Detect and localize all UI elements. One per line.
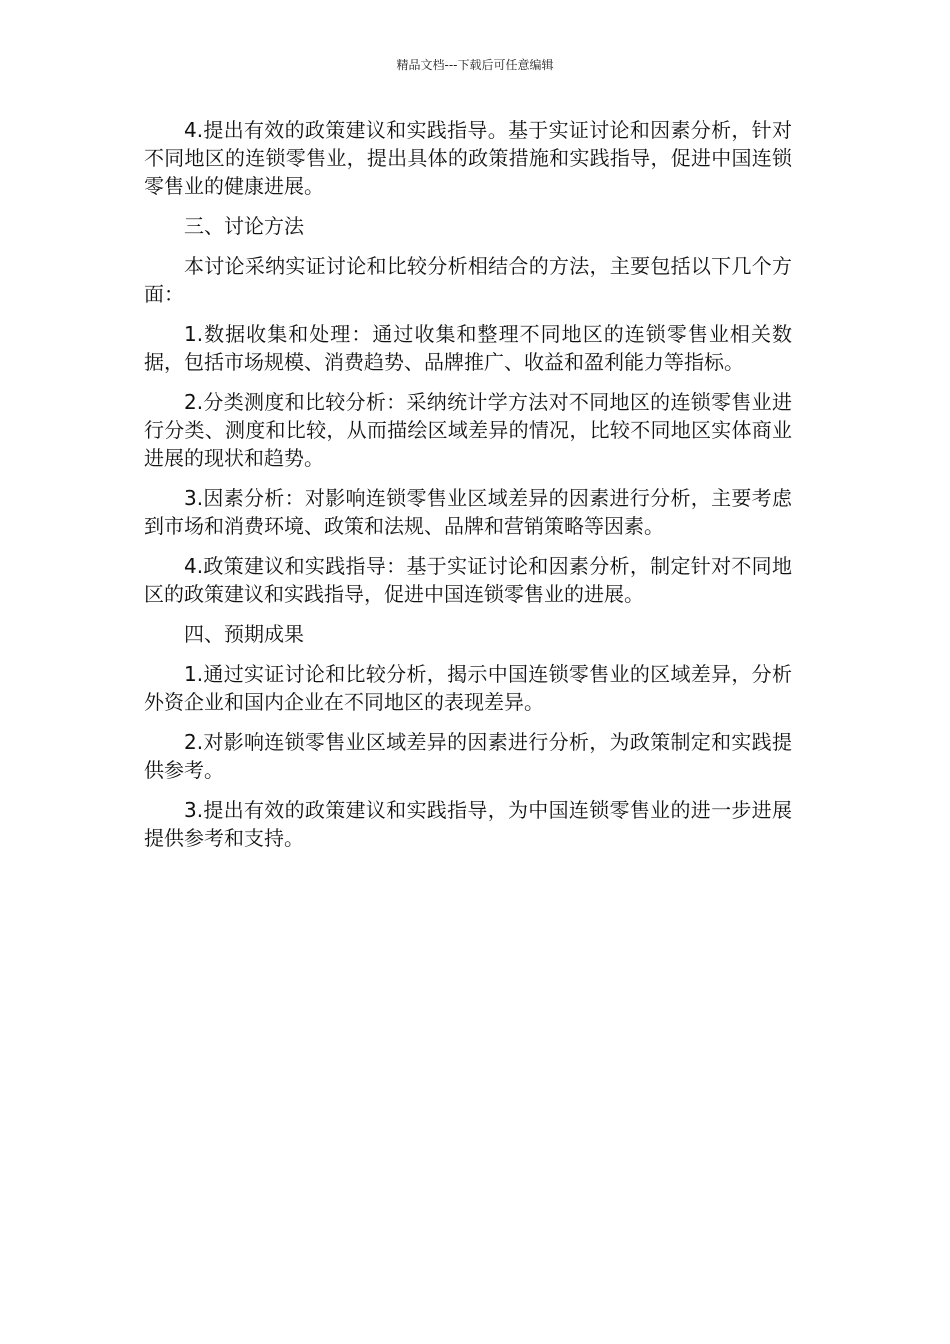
- section-heading-methods: 三、讨论方法: [184, 214, 304, 238]
- paragraph-methods-intro: 本讨论采纳实证讨论和比较分析相结合的方法，主要包括以下几个方面：: [144, 254, 792, 306]
- paragraph-policy-suggestion: 4.提出有效的政策建议和实践指导。基于实证讨论和因素分析，针对不同地区的连锁零售业，提出具体的政策措施和实践指导，促进中国连锁零售业的健康进展。: [144, 118, 792, 198]
- section-heading-expected-results: 四、预期成果: [184, 622, 304, 646]
- paragraph-result-3: 3.提出有效的政策建议和实践指导，为中国连锁零售业的进一步进展提供参考和支持。: [144, 798, 792, 850]
- document-body: [144, 116, 792, 864]
- paragraph-result-1: 1.通过实证讨论和比较分析，揭示中国连锁零售业的区域差异，分析外资企业和国内企业在不同地区的表现差异。: [144, 662, 792, 714]
- paragraph-policy-guidance: 4.政策建议和实践指导：基于实证讨论和因素分析，制定针对不同地区的政策建议和实践指导，促进中国连锁零售业的进展。: [144, 554, 792, 606]
- paragraph-factor-analysis: 3.因素分析：对影响连锁零售业区域差异的因素进行分析，主要考虑到市场和消费环境、政策和法规、品牌和营销策略等因素。: [144, 486, 792, 538]
- page-header: 精品文档---下载后可任意编辑: [396, 58, 554, 72]
- paragraph-data-collection: 1.数据收集和处理：通过收集和整理不同地区的连锁零售业相关数据，包括市场规模、消费趋势、品牌推广、收益和盈利能力等指标。: [144, 322, 792, 374]
- paragraph-classification-analysis: 2.分类测度和比较分析：采纳统计学方法对不同地区的连锁零售业进行分类、测度和比较，从而描绘区域差异的情况，比较不同地区实体商业进展的现状和趋势。: [144, 390, 792, 470]
- paragraph-result-2: 2.对影响连锁零售业区域差异的因素进行分析，为政策制定和实践提供参考。: [144, 730, 792, 782]
